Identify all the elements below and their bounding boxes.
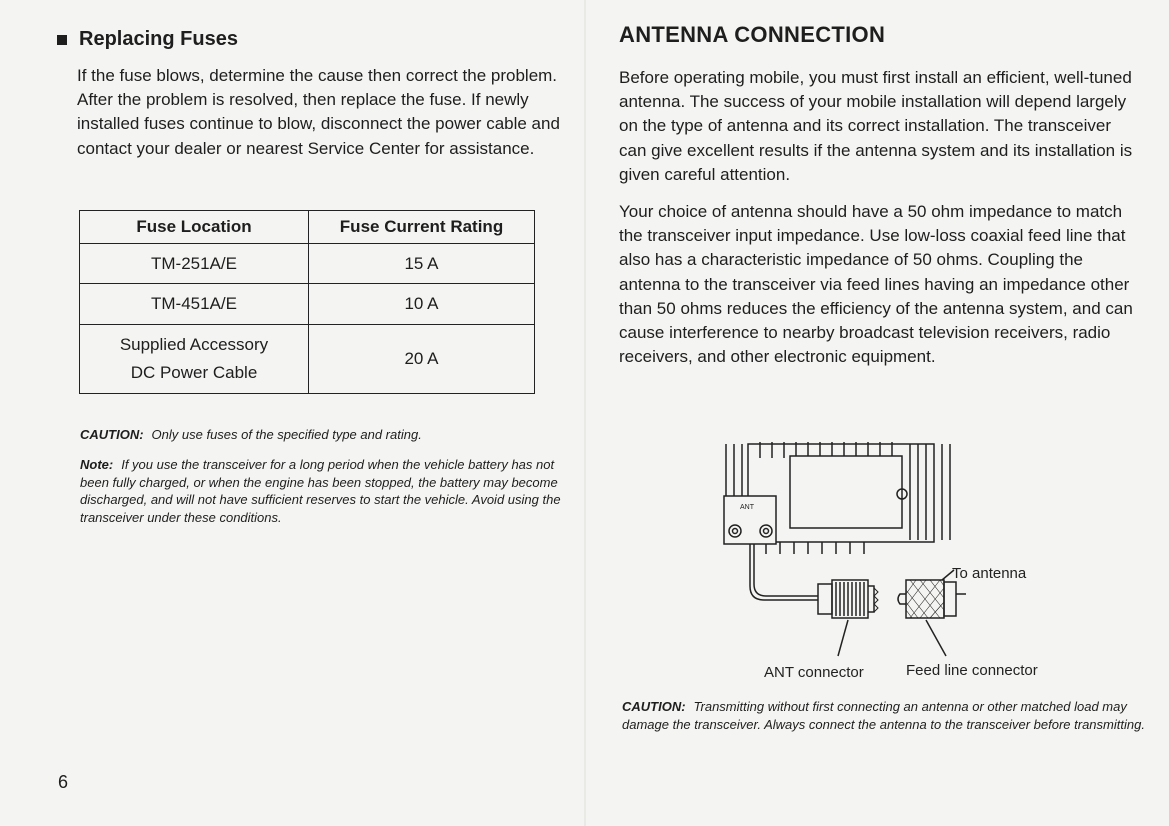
fuse-location-line2: DC Power Cable <box>130 363 258 382</box>
to-antenna-label: To antenna <box>952 565 1027 582</box>
ant-connector <box>818 580 878 618</box>
fuse-rating-cell: 10 A <box>309 284 535 325</box>
square-bullet-icon <box>57 35 67 45</box>
table-row <box>80 325 535 394</box>
ant-connector-label: ANT connector <box>764 664 864 680</box>
table-row <box>80 284 535 325</box>
replacing-fuses-title: Replacing Fuses <box>79 28 238 50</box>
replacing-fuses-heading <box>57 28 557 51</box>
page-number: 6 <box>58 772 69 792</box>
fuse-location-header: Fuse Location <box>80 211 309 244</box>
fuse-location-cell: TM-451A/E <box>80 284 309 325</box>
fuse-intro-paragraph: If the fuse blows, determine the cause then correct the problem. After the problem is resolved, then replace the fuse. If newly installed fuses continue to blow, disconnect the power cable and contact your dealer or nearest Service Center for assistance. <box>77 66 560 158</box>
caution-label: CAUTION: <box>80 427 144 442</box>
page-spine <box>584 0 586 826</box>
antenna-paragraph-1: Before operating mobile, you must first install an efficient, well-tuned antenna. The success of your mobile installation will depend largely on the type of antenna and its correct installation. The transceiver can give excellent results if the antenna system and its installation is given careful attention. <box>619 68 1133 184</box>
fuse-rating-cell: 20 A <box>309 325 535 394</box>
ant-connector-leader <box>838 620 848 656</box>
fuse-location-cell <box>80 325 309 394</box>
battery-note <box>80 456 580 526</box>
fuse-table <box>79 210 535 394</box>
left-column <box>57 28 560 161</box>
caution-text: Transmitting without first connecting an antenna or other matched load may damage the transceiver. Always connect the antenna to the transceiver before transmitting. <box>622 699 1145 732</box>
ant-plate-text: ANT <box>740 504 754 511</box>
caution-label: CAUTION: <box>622 699 686 714</box>
fuse-rating-header: Fuse Current Rating <box>309 211 535 244</box>
caution-text: Only use fuses of the specified type and rating. <box>151 427 422 442</box>
fuse-rating-cell: 15 A <box>309 244 535 284</box>
fuse-table-header <box>80 211 535 244</box>
feed-line-connector-label: Feed line connector <box>906 662 1038 679</box>
table-row <box>80 244 535 284</box>
right-column <box>619 22 1139 369</box>
fuse-location-line1: Supplied Accessory <box>119 335 269 354</box>
antenna-connection-title: ANTENNA CONNECTION <box>619 22 886 47</box>
feed-line-leader <box>926 620 946 656</box>
antenna-caution <box>622 698 1147 733</box>
antenna-connection-diagram <box>710 436 1050 680</box>
fuse-caution <box>80 426 560 444</box>
antenna-paragraph-2: Your choice of antenna should have a 50 ohm impedance to match the transceiver input impedance. Use low-loss coaxial feed line that also has a characteristic impedance of 50 ohms. Coupling the antenna to the transceiver via feed lines having an impedance other than 50 ohms reduces the efficiency of the antenna system, and can cause interference to nearby broadcast television receivers, radio receivers, and other electronic equipment. <box>619 202 1133 367</box>
note-text: If you use the transceiver for a long period when the vehicle battery has not been fully charged, or when the engine has been stopped, the battery may become discharged, and will not have sufficient reserves to start the vehicle. Avoid using the transceiver under these conditions. <box>80 457 561 525</box>
fuse-location-cell: TM-251A/E <box>80 244 309 284</box>
feed-line-connector <box>898 580 966 618</box>
note-label: Note: <box>80 457 114 472</box>
